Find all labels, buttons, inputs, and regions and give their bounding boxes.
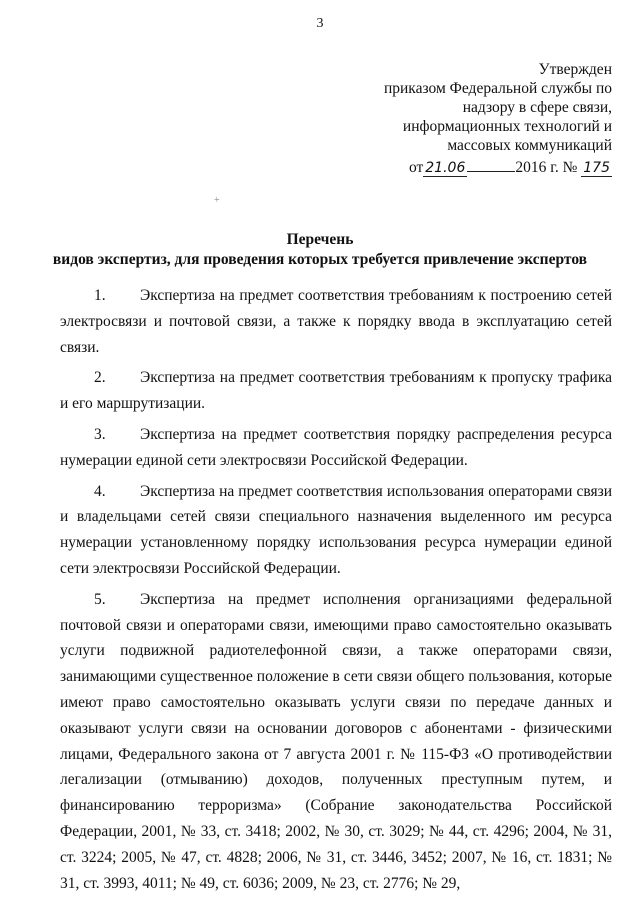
list-item-text: Экспертиза на предмет соответствия порядку распределения ресурса нумерации единой сети электросвязи Российской Федерации. [60,425,612,469]
list-item-text: Экспертиза на предмет соответствия использования операторами связи и владельцами сетей связи специального назначения выделенного им ресурса нумерации установленному порядку использования ресурса нумерации единой сети электросвязи Российской Федерации. [60,482,612,577]
year-text: 2016 г. № [515,159,578,176]
scan-speck-mark: + [214,195,220,206]
approval-line: приказом Федеральной службы по [383,80,612,97]
list-item [60,587,612,897]
title-line-1: Перечень [286,231,354,248]
approval-date-line [384,157,612,178]
list-item-number: 5. [94,590,106,608]
date-prefix: от [408,159,424,176]
approval-stamp [384,60,612,178]
list-item [60,283,612,360]
list-item-number: 1. [94,287,106,304]
handwritten-date: 21.06 [425,160,466,176]
handwritten-order-number: 175 [583,160,610,176]
document-title [0,230,640,270]
approval-line: Утвержден [538,61,612,78]
approval-line: надзору в сфере связи, [462,99,612,116]
approval-line: информационных технологий и [402,118,612,135]
list-item-number: 3. [94,425,106,443]
approval-line: массовых коммуникаций [447,137,612,154]
list-item [60,479,612,582]
document-body [60,283,612,896]
list-item [60,365,612,417]
list-item-text: Экспертиза на предмет соответствия требованиям к пропуску трафика и его маршрутизации. [60,369,612,413]
date-blank [467,157,515,172]
list-item-number: 4. [94,482,106,500]
list-item [60,422,612,474]
page-number: 3 [316,16,324,31]
title-line-2: видов экспертиз, для проведения которых требуется привлечение экспертов [52,251,588,268]
list-item-text: Экспертиза на предмет соответствия требованиям к построению сетей электросвязи и почтовой связи, а также к порядку ввода в эксплуатацию сетей связи. [60,287,612,356]
list-item-text: Экспертиза на предмет исполнения организациями федеральной почтовой связи и операторами связи, имеющими право самостоятельно оказывать услуги подвижной радиотелефонной связи, а также операторами связи, занимающими существенное положение в сети связи общего пользования, которые имеют право самостоятельно оказывать услуги связи по передаче данных и оказывают услуги связи на основании договоров с абонентами - физическими лицами, Федерального закона от 7 августа 2001 г. № 115-ФЗ «О противодействии легализации (отмыванию) доходов, полученных преступным путем, и финансированию терроризма» (Собрание законодательства Российской Федерации, 2001, № 33, ст. 3418; 2002, № 30, ст. 3029; № 44, ст. 4296; 2004, № 31, ст. 3224; 2005, № 47, ст. 4828; 2006, № 31, ст. 3446, 3452; 2007, № 16, ст. 1831; № 31, ст. 3993, 4011; № 49, ст. 6036; 2009, № 23, ст. 2776; № 29, [60,590,612,892]
list-item-number: 2. [94,369,106,387]
